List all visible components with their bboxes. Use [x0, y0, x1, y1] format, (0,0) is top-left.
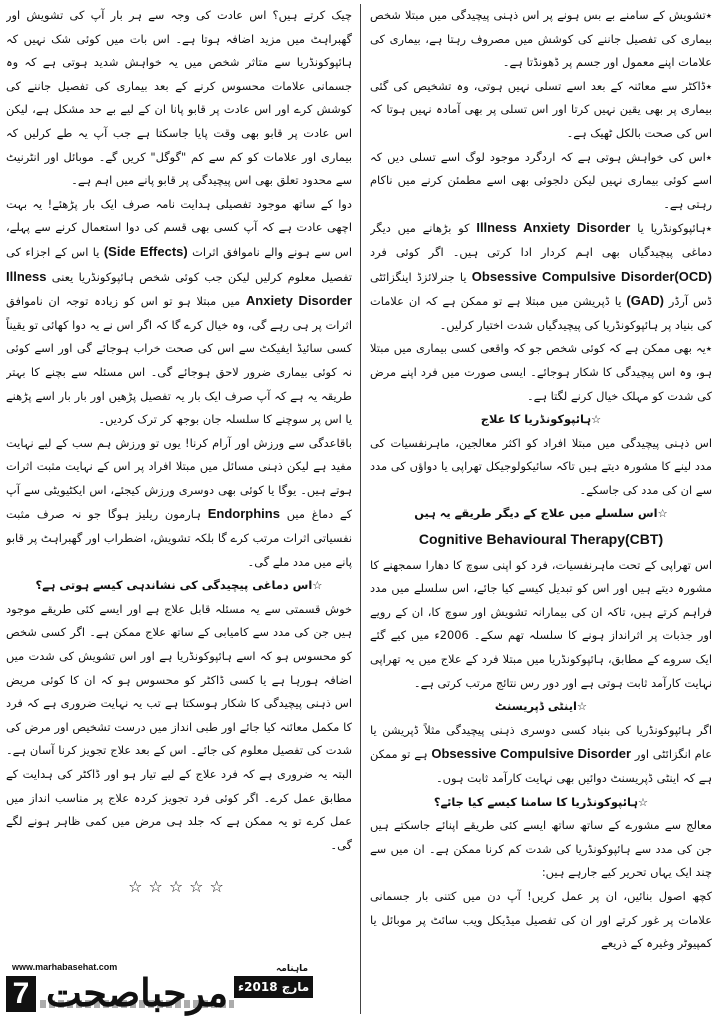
paragraph: ٭تشویش کے سامنے بے بس ہونے پر اس ذہنی پیچیدگی میں مبتلا شخص بیماری کی تفصیل جاننے کی کوشش میں مصروف رہتا ہے، بیماری کی علامات اپنے معمول اور جسم پر ڈھونڈتا ہے۔: [370, 8, 712, 70]
section-heading: ☆اس سلسلے میں علاج کے دیگر طریقے یہ ہیں: [414, 506, 668, 521]
english-term: Illness Anxiety Disorder: [6, 268, 352, 309]
english-term: (Side Effects): [103, 243, 188, 259]
magazine-footer: [6, 962, 352, 1016]
paragraph: خوش قسمتی سے یہ مسئلہ قابل علاج ہے اور ایسے کئی طریقے موجود ہیں جن کی مدد سے کامیابی کے ساتھ علاج ممکن ہے۔ اگر کسی شخص کو محسوس ہو کہ اسے ہائپوکونڈریا ہے اور اس تشویش کی شدت میں اضافہ ہورہا ہے یا کسی ڈاکٹر کو محسوس ہو کہ ان کا کوئی مریض اس ذہنی پیچیدگی کا شکار ہوسکتا ہے تب یہ نہایت ضروری ہے کہ فرد کا مکمل معائنہ کیا جائے اور طبی انداز میں درست تشخیص اور مرض کی شدت کی تفصیل معلوم کی جائے۔ اس کے بعد علاج تجویز کرنا آسان ہے۔ البتہ یہ ضروری ہے کہ فرد علاج کے لیے تیار ہو اور ڈاکٹر کی ہدایت کے مطابق عمل کرے۔ اگر کوئی فرد تجویز کردہ علاج پر مناسب انداز میں عمل کرے تو یہ ممکن ہے کہ جلد ہی مرض میں کمی ظاہر ہونے لگے گی۔: [6, 601, 352, 852]
paragraph: [6, 432, 352, 575]
paragraph: کچھ اصول بنائیں، ان پر عمل کریں! آپ دن میں کتنی بار جسمانی علامات پر غور کرتے اور ان کی تفصیل میڈیکل ویب سائٹ پر موبائل یا کمپیوٹر وغیرہ کے ذریعے: [370, 888, 712, 951]
paragraph: ٭ڈاکٹر سے معائنہ کے بعد اسے تسلی نہیں ہوتی، وہ تشخیص کی گئی بیماری پر بھی یقین نہیں کرتا اور اس تسلی پر بھی آمادہ نہیں ہوتا کہ اس کی صحت بالکل ٹھیک ہے۔: [370, 78, 712, 140]
paragraph-text: ہارمون ریلیز ہوگا جو نہ صرف مثبت نفسیاتی اثرات مرتب کرے گا بلکہ تشویش، اضطراب اور گھبراہٹ پر قابو پانے میں مدد ملے گی۔: [6, 507, 352, 569]
website-url: www.marhabasehat.com: [12, 962, 118, 972]
end-of-article-stars: ☆☆☆☆☆: [128, 877, 230, 897]
paragraph: چیک کرتے ہیں؟ اس عادت کی وجہ سے ہر بار آپ کی تشویش اور گھبراہٹ میں مزید اضافہ ہوتا ہے۔ اس بات میں کوئی شک نہیں کہ ہائپوکونڈریا سے متاثر شخص میں یہ خواہش شدید ہوتی ہے کہ وہ جسمانی علامات محسوس کرنے کے بعد بیماری کی تفصیل جاننے کی کوشش کرے اور اس عادت پر قابو پانا ان کے لیے بے حد مشکل ہے، لیکن اس عادت پر قابو بھی وقت پایا جاسکتا ہے جب آپ یہ طے کرلیں کہ بیماری اور علامات کو کم سے کم "گوگل" کریں گے۔ موبائل اور انٹرنیٹ سے محدود تعلق بھی اس پیچیدگی پر قابو پانے میں اہم ہے۔: [6, 8, 352, 188]
therapy-title: Cognitive Behavioural Therapy(CBT): [418, 531, 664, 548]
section-heading: ☆ہائپوکونڈریا کا سامنا کیسے کیا جائے؟: [433, 794, 649, 809]
article-right-column: [370, 4, 712, 962]
english-term: Illness Anxiety Disorder: [476, 220, 631, 236]
monthly-label: ماہنامہ: [276, 964, 309, 974]
column-divider: [360, 4, 361, 1014]
section-heading: ☆اینٹی ڈپریسنٹ: [494, 699, 588, 714]
paragraph: ٭اس کی خواہش ہوتی ہے کہ اردگرد موجود لوگ اسے تسلی دیں کہ اسے کوئی بیماری نہیں لیکن دلجوئی بھی اسے مطمئن کرنے میں ناکام رہتی ہے۔: [370, 149, 712, 211]
article-left-column: [6, 4, 352, 962]
issue-date: مارچ 2018ء: [234, 976, 313, 998]
paragraph-text: یا جنرلائزڈ اینگزائٹی ڈس آرڈر: [370, 269, 712, 309]
paragraph: اس تھراپی کے تحت ماہرنفسیات، فرد کو اپنی سوچ کا دھارا سمجھنے کا مشورہ دیتے ہیں اور اس کو تبدیل کیسے کیا جائے، اس سلسلے میں مدد فراہم کرتے ہیں، تاکہ ان کی بیمارانہ تشویش اور سوچ کا، ان کے رویے اور جذبات پر اثرانداز ہونے کا سلسلہ تھم سکے۔ 2006ء میں کیے گئے ایک سروے کے مطابق، ہائپوکونڈریا میں مبتلا فرد کے علاج میں یہ تھراپی نہایت کارآمد ثابت ہوتی ہے اور دور رس نتائج مرتب کرتی ہے۔: [370, 557, 712, 690]
paragraph: معالج سے مشورے کے ساتھ ساتھ ایسے کئی طریقے اپنائے جاسکتے ہیں جن کی مدد سے ہائپوکونڈریا کی شدت کم کرنا ممکن ہے۔ ان میں سے چند ایک یہاں تحریر کیے جارہے ہیں:: [370, 818, 712, 880]
section-heading: ☆ہائپوکونڈریا کا علاج: [480, 412, 602, 427]
english-term: (GAD): [626, 293, 664, 309]
paragraph-text: دوا کے ساتھ موجود تفصیلی ہدایت نامہ صرف ایک بار پڑھئے! یہ بہت اچھی عادت ہے کہ آپ کسی بھی قسم کی دوا استعمال کرنے سے پہلے، اس سے ہونے والے ناموافق اثرات: [6, 196, 352, 259]
paragraph-text: یا ڈپریشن میں مبتلا ہے تو ممکن ہے کہ ان علامات کی بنیاد پر ہائپوکونڈریا کی پیچیدگیاں شدت اختیار کرلیں۔: [370, 294, 712, 332]
paragraph-text: کو بڑھانے میں دیگر دماغی پیچیدگیاں بھی اہم کردار ادا کرتی ہیں۔ اگر کوئی فرد: [370, 221, 712, 259]
paragraph: اس ذہنی پیچیدگی میں مبتلا افراد کو اکثر معالجین، ماہرنفسیات کی مدد لینے کا مشورہ دیتے ہیں تاکہ سائیکولوجیکل تھراپی یا دواؤں کی مدد سے ان کی مدد کی جاسکے۔: [370, 435, 712, 497]
magazine-logo: مرحباصحت: [46, 970, 228, 1015]
paragraph-text: ٭ہائپوکونڈریا یا: [637, 221, 712, 236]
paragraph-text: ہے تو ممکن ہے کہ اینٹی ڈپریسنٹ دوائیں بھی نہایت کارآمد ثابت ہوں۔: [370, 747, 712, 785]
english-term: Obsessive Compulsive Disorder: [431, 746, 632, 762]
english-term: Obsessive Compulsive Disorder(OCD): [471, 268, 712, 284]
paragraph-text: اگر ہائپوکونڈریا کی بنیاد کسی دوسری ذہنی پیچیدگی مثلاً ڈپریشن یا عام انگزائٹی اور: [370, 722, 712, 762]
paragraph: [370, 216, 712, 337]
english-term: Endorphins: [207, 506, 280, 522]
paragraph-text: یا اس کے اجزاء کی تفصیل معلوم کرلیں لیکن جب کوئی شخص ہائپوکونڈریا یعنی: [6, 244, 352, 284]
paragraph-text: میں مبتلا ہو تو اس کو زیادہ توجہ ان ناموافق اثرات پر ہی رہے گی، وہ خیال کرے گا کہ اگر اس نے یہ دوا کھائی تو یقیناً کسی سائیڈ ایفیکٹ سے اس کی صحت خراب ہوجائے گی اور اسے کوئی نہ کوئی بیماری ضرور لاحق ہوجائے گی۔ اس مسئلہ سے بچنے کا بہتر طریقہ یہ ہے کہ آپ صرف ایک بار یہ تفصیل پڑھیں اور بار بار اسے پڑھنے یا اس پر سوچنے کا سلسلہ جان بوجھ کر ترک کردیں۔: [6, 294, 352, 427]
paragraph: ٭یہ بھی ممکن ہے کہ کوئی شخص جو کہ واقعی کسی بیماری میں مبتلا ہو، وہ اس پیچیدگی کا شکار ہوجائے۔ ایسی صورت میں فرد اپنے مرض کی شدت کو مہلک خیال کرنے لگتا ہے۔: [370, 341, 712, 403]
paragraph-text: باقاعدگی سے ورزش اور آرام کرنا! یوں تو ورزش ہم سب کے لیے نہایت مفید ہے لیکن ذہنی مسائل میں مبتلا افراد پر اس کے نہایت مثبت اثرات ہوتے ہیں۔ یوگا یا کوئی بھی دوسری ورزش کیجئے، اس ایکٹیویٹی سے آپ کے دماغ میں: [6, 435, 352, 522]
paragraph: [6, 193, 352, 432]
section-heading: ☆اس دماغی پیچیدگی کی نشاندہی کیسے ہوتی ہے؟: [35, 578, 323, 593]
paragraph: [370, 719, 712, 791]
page-number: 7: [6, 976, 36, 1012]
